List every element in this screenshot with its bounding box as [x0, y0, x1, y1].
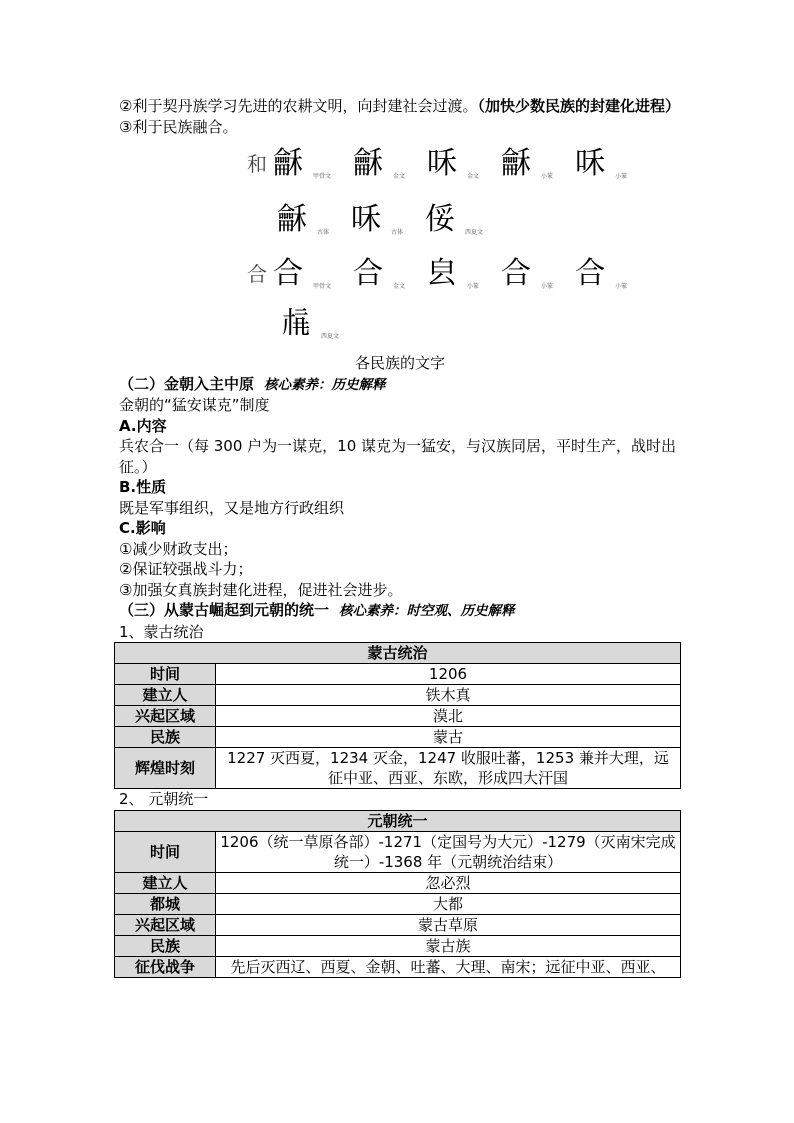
yuan-table-title: 元朝统一 — [115, 810, 681, 831]
table-label: 兴起区域 — [115, 706, 216, 727]
figure-glyph: 咊 — [427, 146, 458, 181]
table-label: 辉煌时刻 — [115, 748, 216, 789]
table-row — [115, 914, 681, 935]
table-value: 蒙古草原 — [216, 914, 681, 935]
table-value: 1206（统一草原各部）-1271（定国号为大元）-1279（灭南宋完成统一）-1368 年（元朝统治结束） — [216, 831, 681, 872]
section-2-c-item: ①减少财政支出； — [119, 539, 238, 558]
table-row — [115, 831, 681, 872]
figure-tag: 小篆 — [467, 283, 480, 290]
table-value: 漠北 — [216, 706, 681, 727]
table-value: 1206 — [216, 664, 681, 685]
figure-glyph: 龢 — [353, 146, 384, 181]
figure-lead-he2: 合 — [247, 262, 267, 286]
intro-line-1 — [119, 96, 681, 117]
figure-glyph: 龢 — [501, 146, 532, 181]
intro-line-1-bold: （加快少数民族的封建化进程） — [477, 97, 680, 115]
figure-lead-he: 和 — [247, 152, 267, 176]
figure-row-he2 — [247, 257, 649, 291]
section-2-title: （二）金朝入主中原 — [119, 374, 255, 393]
section-2-b-text: 既是军事组织，又是地方行政组织 — [119, 498, 345, 517]
yuan-unification-table — [114, 810, 681, 978]
table-row — [115, 810, 681, 831]
figure-tag: 金文 — [393, 283, 406, 290]
section-2-literacy: 核心素养：历史解释 — [264, 376, 386, 393]
section-3-literacy: 核心素养：时空观、历史解释 — [339, 603, 515, 619]
figure-tag: 金文 — [393, 173, 406, 180]
table-label: 征伐战争 — [115, 956, 216, 977]
figure-row-variants — [277, 203, 505, 237]
table-value: 忽必烈 — [216, 872, 681, 893]
table-label: 建立人 — [115, 872, 216, 893]
figure-tag: 古体 — [317, 229, 330, 236]
figure-tag: 小篆 — [615, 173, 628, 180]
table-row — [115, 727, 681, 748]
table-value: 先后灭西辽、西夏、金朝、吐蕃、大理、南宋；远征中亚、西亚、 — [216, 956, 681, 977]
figure-tag: 甲骨文 — [313, 283, 332, 290]
section-3-heading — [119, 600, 681, 622]
figure-row-tangut — [281, 307, 361, 341]
section-3-title: （三）从蒙古崛起到元朝的统一 — [119, 601, 330, 619]
table-label: 兴起区域 — [115, 914, 216, 935]
table-row — [115, 872, 681, 893]
table-row — [115, 664, 681, 685]
table-label: 民族 — [115, 935, 216, 956]
figure-glyph: 𗍫 — [281, 306, 311, 341]
figure-tag: 小篆 — [541, 173, 554, 180]
table-value: 铁木真 — [216, 685, 681, 706]
table-label: 民族 — [115, 727, 216, 748]
figure-glyph: 咊 — [351, 202, 382, 237]
figure-glyph: 㿝 — [427, 256, 458, 291]
section-2-intro: 金朝的“猛安谋克”制度 — [119, 396, 270, 414]
table-value: 1227 灭西夏，1234 灭金，1247 收服吐蕃，1253 兼并大理，远征中亚、西亚、东欧，形成四大汗国 — [216, 748, 681, 789]
table-label: 都城 — [115, 893, 216, 914]
table-value: 蒙古族 — [216, 935, 681, 956]
figure-glyph: 龢 — [277, 202, 307, 237]
section-3-sub-2: 2、 元朝统一 — [119, 790, 209, 808]
document-body — [119, 96, 681, 978]
table-row — [115, 935, 681, 956]
table-row — [115, 956, 681, 977]
figure-tag: 小篆 — [541, 283, 554, 290]
intro-line-2: ③利于民族融合。 — [119, 117, 238, 136]
mongol-rule-table — [114, 642, 681, 789]
table-label: 时间 — [115, 664, 216, 685]
section-2-a-label: A.内容 — [119, 416, 167, 435]
table-row — [115, 748, 681, 789]
table-row — [115, 643, 681, 664]
table-label: 建立人 — [115, 685, 216, 706]
figure-glyph: 龢 — [273, 146, 303, 181]
figure-row-he — [247, 147, 649, 181]
section-2-heading — [119, 374, 681, 396]
figure-glyph: 俀 — [425, 202, 456, 237]
figure-tag: 小篆 — [615, 283, 628, 290]
section-2-c-item: ②保证较强战斗力； — [119, 560, 253, 578]
figure-glyph: 咊 — [575, 146, 606, 181]
figure-glyph: 合 — [273, 256, 303, 291]
table-row — [115, 706, 681, 727]
figure-caption: 各民族的文字 — [354, 354, 445, 372]
figure-tag: 西夏文 — [321, 333, 340, 340]
table-label: 时间 — [115, 831, 216, 872]
section-2-a-text: 兵农合一（每 300 户为一谋克，10 谋克为一猛安，与汉族同居，平时生产，战时出征。） — [119, 437, 677, 476]
figure-tag: 西夏文 — [465, 229, 484, 236]
figure-glyph: 合 — [501, 256, 532, 291]
table-value: 大都 — [216, 893, 681, 914]
scripts-figure — [119, 141, 681, 353]
table-value: 蒙古 — [216, 727, 681, 748]
section-2-b-label: B.性质 — [119, 478, 167, 496]
figure-glyph: 合 — [575, 256, 606, 291]
section-2-c-label: C.影响 — [119, 519, 166, 537]
section-3-sub-1: 1、蒙古统治 — [119, 622, 204, 641]
figure-tag: 古体 — [391, 229, 404, 236]
figure-glyph: 合 — [353, 256, 384, 291]
table-row — [115, 685, 681, 706]
mongol-table-title: 蒙古统治 — [115, 643, 681, 664]
figure-tag: 甲骨文 — [313, 173, 332, 180]
section-2-c-item: ③加强女真族封建化进程，促进社会进步。 — [119, 580, 403, 599]
table-row — [115, 893, 681, 914]
intro-line-1-text: ②利于契丹族学习先进的农耕文明，向封建社会过渡。 — [119, 97, 478, 115]
figure-tag: 金文 — [467, 173, 480, 180]
